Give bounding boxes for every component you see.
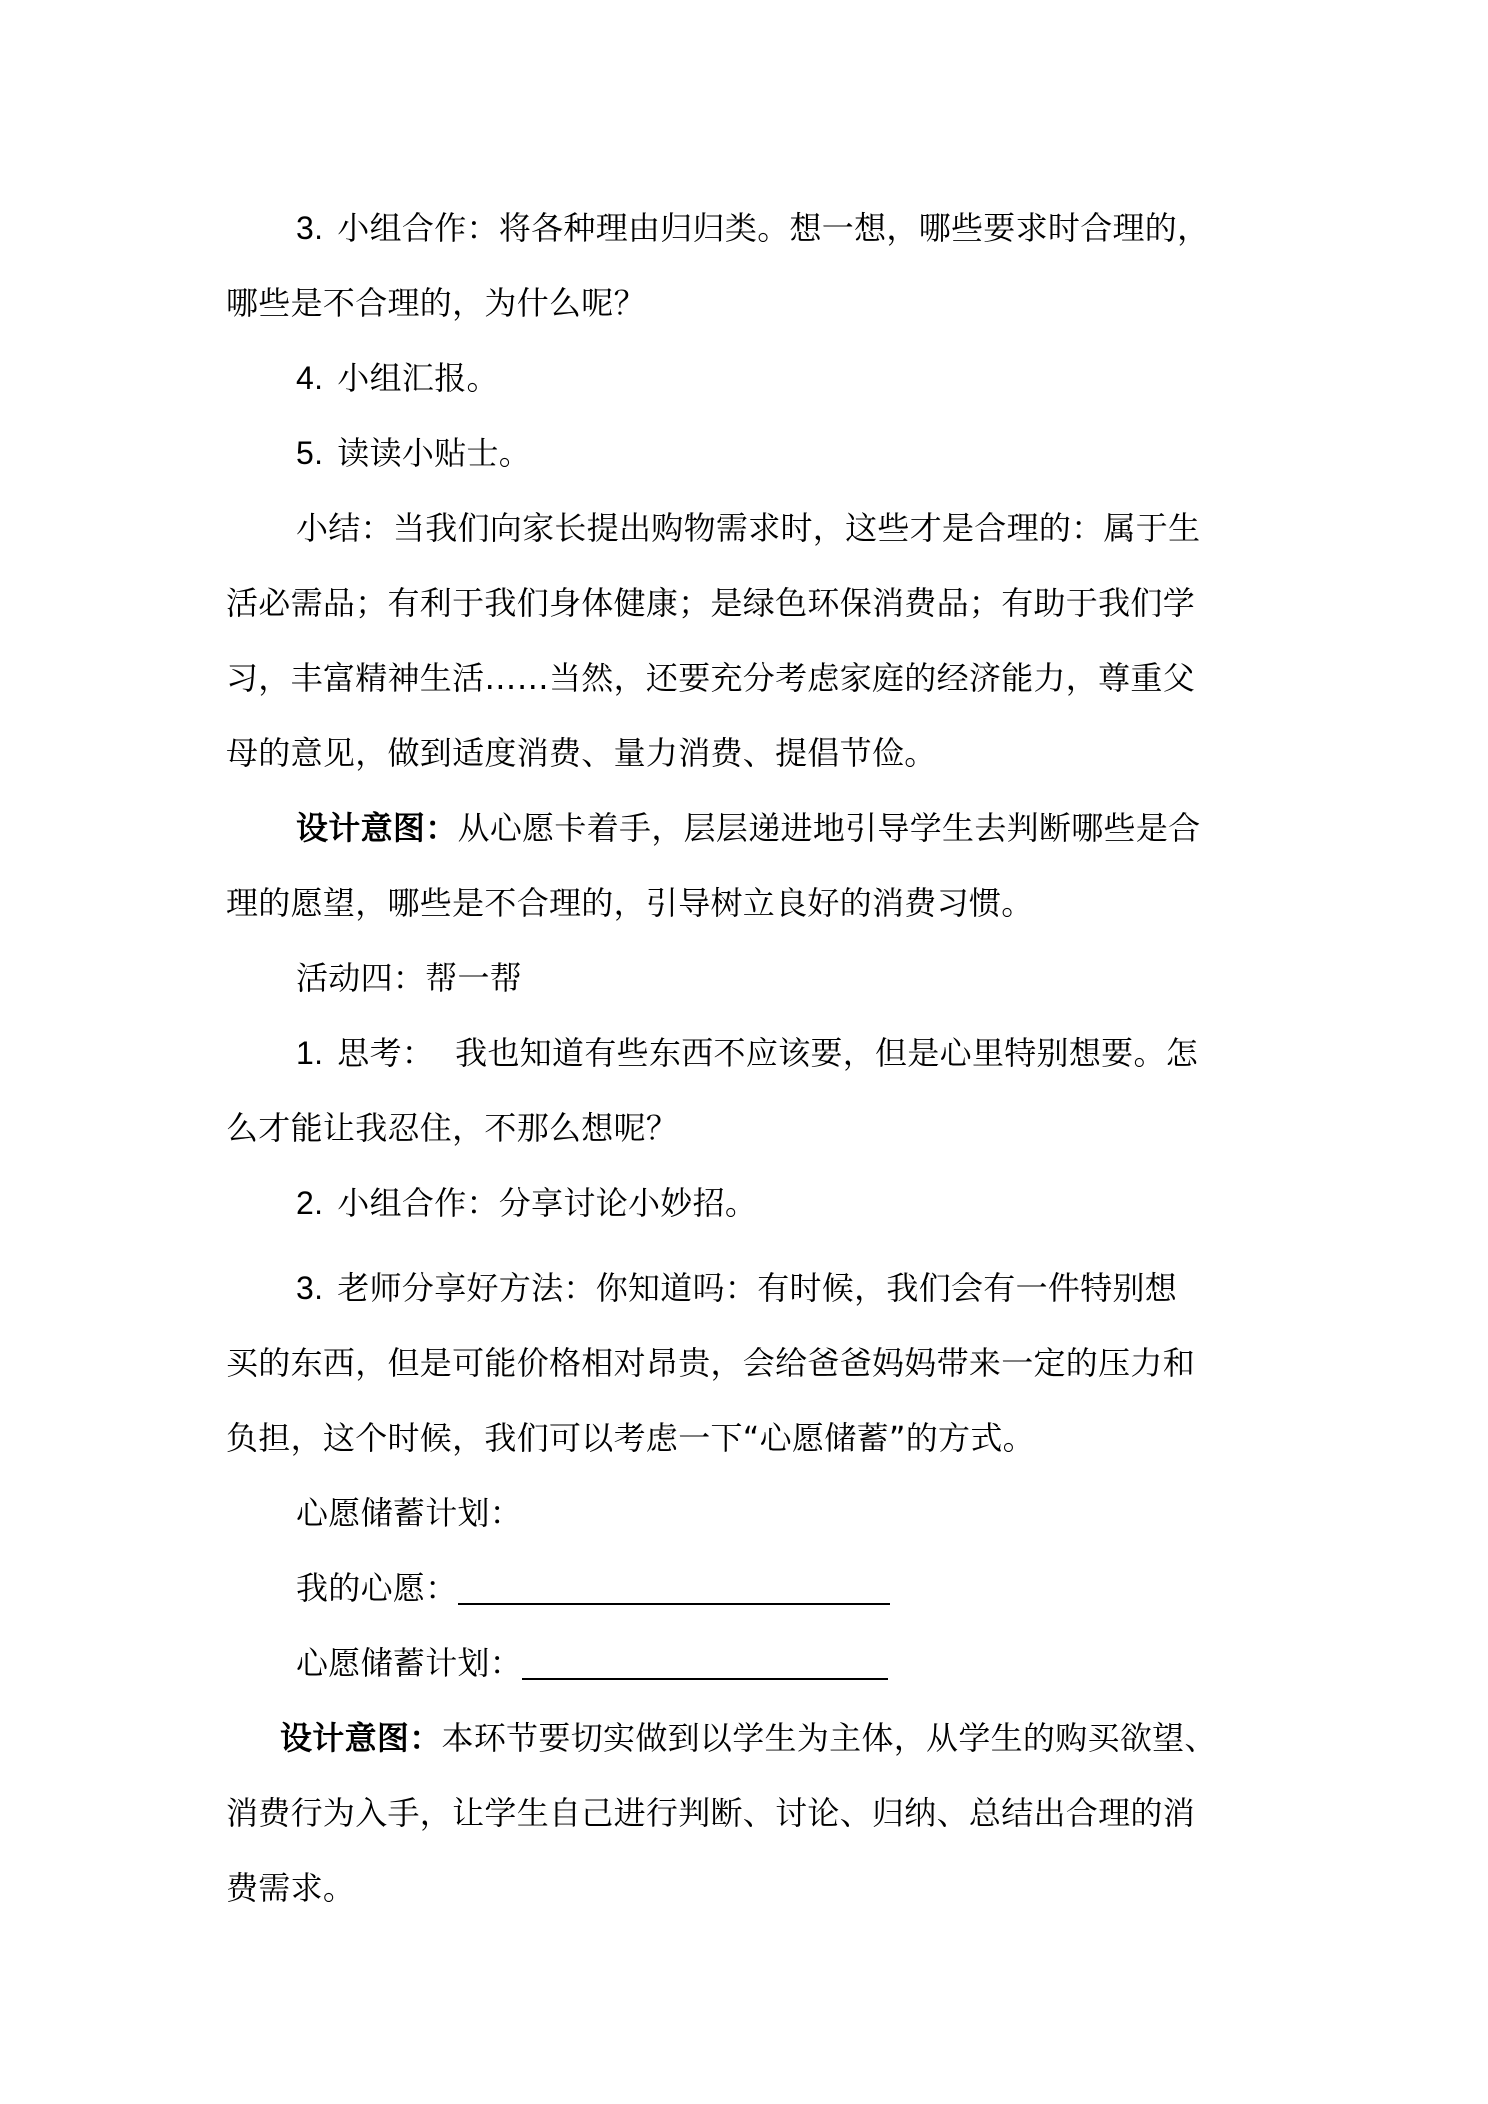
- my-wish-line: [296, 1565, 1336, 1611]
- my-wish-blank[interactable]: [458, 1565, 890, 1605]
- step-1-line: [296, 1030, 1336, 1076]
- step-number: 3.: [296, 1270, 324, 1306]
- step-number: 1.: [296, 1035, 324, 1071]
- paragraph-line: 买的东西，但是可能价格相对昂贵，会给爸爸妈妈带来一定的压力和: [226, 1344, 1196, 1382]
- paragraph-line: 活必需品；有利于我们身体健康；是绿色环保消费品；有助于我们学: [226, 584, 1196, 622]
- paragraph-line: 习，丰富精神生活……当然，还要充分考虑家庭的经济能力，尊重父: [226, 659, 1196, 697]
- summary-line: 小结：当我们向家长提出购物需求时，这些才是合理的：属于生: [296, 509, 1201, 547]
- step-number: 5.: [296, 435, 324, 471]
- plan-label: 心愿储蓄计划：: [296, 1644, 523, 1682]
- step-number: 3.: [296, 210, 324, 246]
- step-text: 思考： 我也知道有些东西不应该要，但是心里特别想要。怎: [337, 1034, 1199, 1072]
- step-4-line: [296, 355, 1336, 401]
- design-intent-label: 设计意图：: [280, 1719, 442, 1757]
- step-text: 读读小贴士。: [337, 434, 532, 472]
- plan-heading: 心愿储蓄计划：: [296, 1494, 523, 1532]
- step-3-line: [296, 205, 1336, 251]
- design-intent-line: [280, 1715, 1320, 1761]
- step-3b-line: [296, 1265, 1336, 1311]
- step-text: 老师分享好方法：你知道吗：有时候，我们会有一件特别想: [337, 1269, 1178, 1307]
- step-5-line: [296, 430, 1336, 476]
- paragraph-line: 负担，这个时候，我们可以考虑一下“心愿储蓄”的方式。: [226, 1419, 1035, 1457]
- paragraph-line: 哪些是不合理的，为什么呢？: [226, 284, 646, 322]
- paragraph-line: 理的愿望，哪些是不合理的，引导树立良好的消费习惯。: [226, 884, 1034, 922]
- design-intent-label: 设计意图：: [296, 809, 458, 847]
- paragraph-line: 母的意见，做到适度消费、量力消费、提倡节俭。: [226, 734, 937, 772]
- paragraph-line: 费需求。: [226, 1869, 356, 1907]
- my-wish-label: 我的心愿：: [296, 1569, 458, 1607]
- step-text: 小组合作：将各种理由归归类。想一想，哪些要求时合理的，: [337, 209, 1210, 247]
- step-2-line: [296, 1180, 1336, 1226]
- activity-heading: 活动四：帮一帮: [296, 959, 523, 997]
- step-text: 小组合作：分享讨论小妙招。: [337, 1184, 758, 1222]
- step-number: 4.: [296, 360, 324, 396]
- paragraph-line: 么才能让我忍住，不那么想呢？: [226, 1109, 679, 1147]
- step-text: 小组汇报。: [337, 359, 499, 397]
- plan-line: [296, 1640, 1336, 1686]
- design-intent-text: 从心愿卡着手，层层递进地引导学生去判断哪些是合: [457, 809, 1201, 847]
- plan-blank[interactable]: [522, 1640, 888, 1680]
- paragraph-line: 消费行为入手，让学生自己进行判断、讨论、归纳、总结出合理的消: [226, 1794, 1196, 1832]
- design-intent-line: [296, 805, 1336, 851]
- step-number: 2.: [296, 1185, 324, 1221]
- design-intent-text: 本环节要切实做到以学生为主体，从学生的购买欲望、: [441, 1719, 1217, 1757]
